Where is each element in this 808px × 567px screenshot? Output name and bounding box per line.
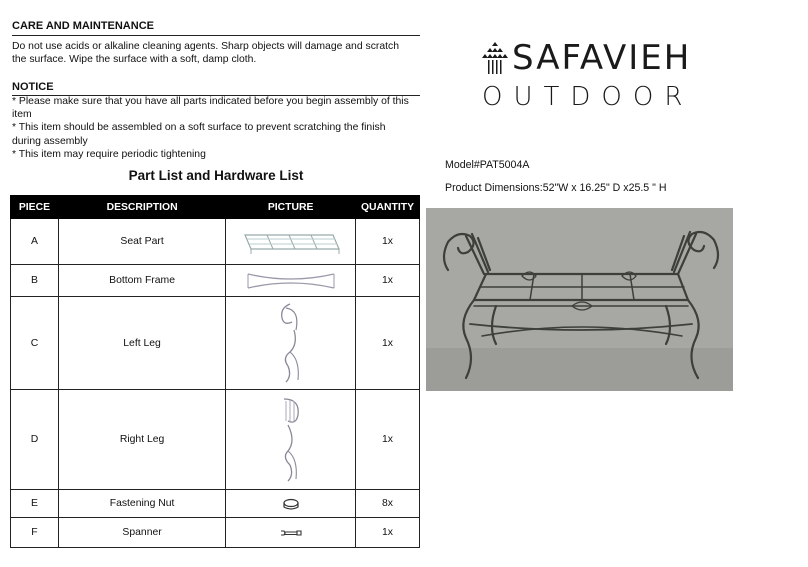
bench-illustration (426, 208, 733, 391)
notice-heading: NOTICE (12, 81, 54, 93)
description-cell: Seat Part (58, 219, 225, 265)
left-leg-image (276, 300, 306, 386)
picture-cell (226, 219, 356, 265)
col-header-quantity: QUANTITY (356, 196, 420, 219)
col-header-picture: PICTURE (226, 196, 356, 219)
picture-cell (226, 390, 356, 490)
table-header-row (11, 196, 420, 219)
piece-cell: A (11, 219, 59, 265)
brand-subtitle: OUTDOOR (482, 82, 694, 112)
description-cell: Spanner (58, 518, 225, 548)
spanner-icon (279, 528, 303, 538)
description-cell: Left Leg (58, 297, 225, 390)
table-row (11, 265, 420, 297)
piece-cell: C (11, 297, 59, 390)
brand-name: SAFAVIEH (512, 38, 692, 78)
safavieh-logo-icon (480, 40, 510, 80)
model-number: Model#PAT5004A (445, 159, 530, 171)
product-dimensions: Product Dimensions:52"W x 16.25" D x25.5 " H (445, 182, 667, 194)
picture-cell (226, 518, 356, 548)
table-row (11, 390, 420, 490)
notice-line: during assembly (12, 135, 88, 147)
quantity-cell: 1x (356, 518, 420, 548)
notice-line: item (12, 109, 32, 121)
piece-cell: B (11, 265, 59, 297)
quantity-cell: 1x (356, 219, 420, 265)
piece-cell: E (11, 490, 59, 518)
seat-part-image (241, 227, 341, 257)
table-row (11, 518, 420, 548)
piece-cell: F (11, 518, 59, 548)
bottom-frame-image (246, 270, 336, 292)
care-divider (12, 35, 420, 36)
description-cell: Fastening Nut (58, 490, 225, 518)
care-line: Do not use acids or alkaline cleaning agents. Sharp objects will damage and scratch (12, 41, 399, 52)
table-row (11, 219, 420, 265)
quantity-cell: 1x (356, 390, 420, 490)
parts-title: Part List and Hardware List (128, 168, 304, 183)
table-row (11, 490, 420, 518)
parts-table (10, 195, 420, 548)
picture-cell (226, 490, 356, 518)
bench-photo (426, 208, 733, 391)
notice-line: * This item should be assembled on a soft surface to prevent scratching the finish (12, 122, 386, 134)
col-header-piece: PIECE (11, 196, 59, 219)
care-line: the surface. Wipe the surface with a soft, damp cloth. (12, 54, 257, 66)
picture-cell (226, 265, 356, 297)
piece-cell: D (11, 390, 59, 490)
nut-icon (281, 497, 301, 511)
care-text (12, 40, 422, 66)
picture-cell (226, 297, 356, 390)
description-cell: Bottom Frame (58, 265, 225, 297)
quantity-cell: 8x (356, 490, 420, 518)
quantity-cell: 1x (356, 265, 420, 297)
care-heading: CARE AND MAINTENANCE (12, 20, 154, 32)
description-cell: Right Leg (58, 390, 225, 490)
notice-text (12, 95, 422, 161)
quantity-cell: 1x (356, 297, 420, 390)
col-header-description: DESCRIPTION (58, 196, 225, 219)
right-leg-image (276, 395, 306, 485)
notice-line: * This item may require periodic tightening (12, 148, 206, 160)
table-row (11, 297, 420, 390)
notice-line: * Please make sure that you have all parts indicated before you begin assembly of this (12, 96, 409, 107)
